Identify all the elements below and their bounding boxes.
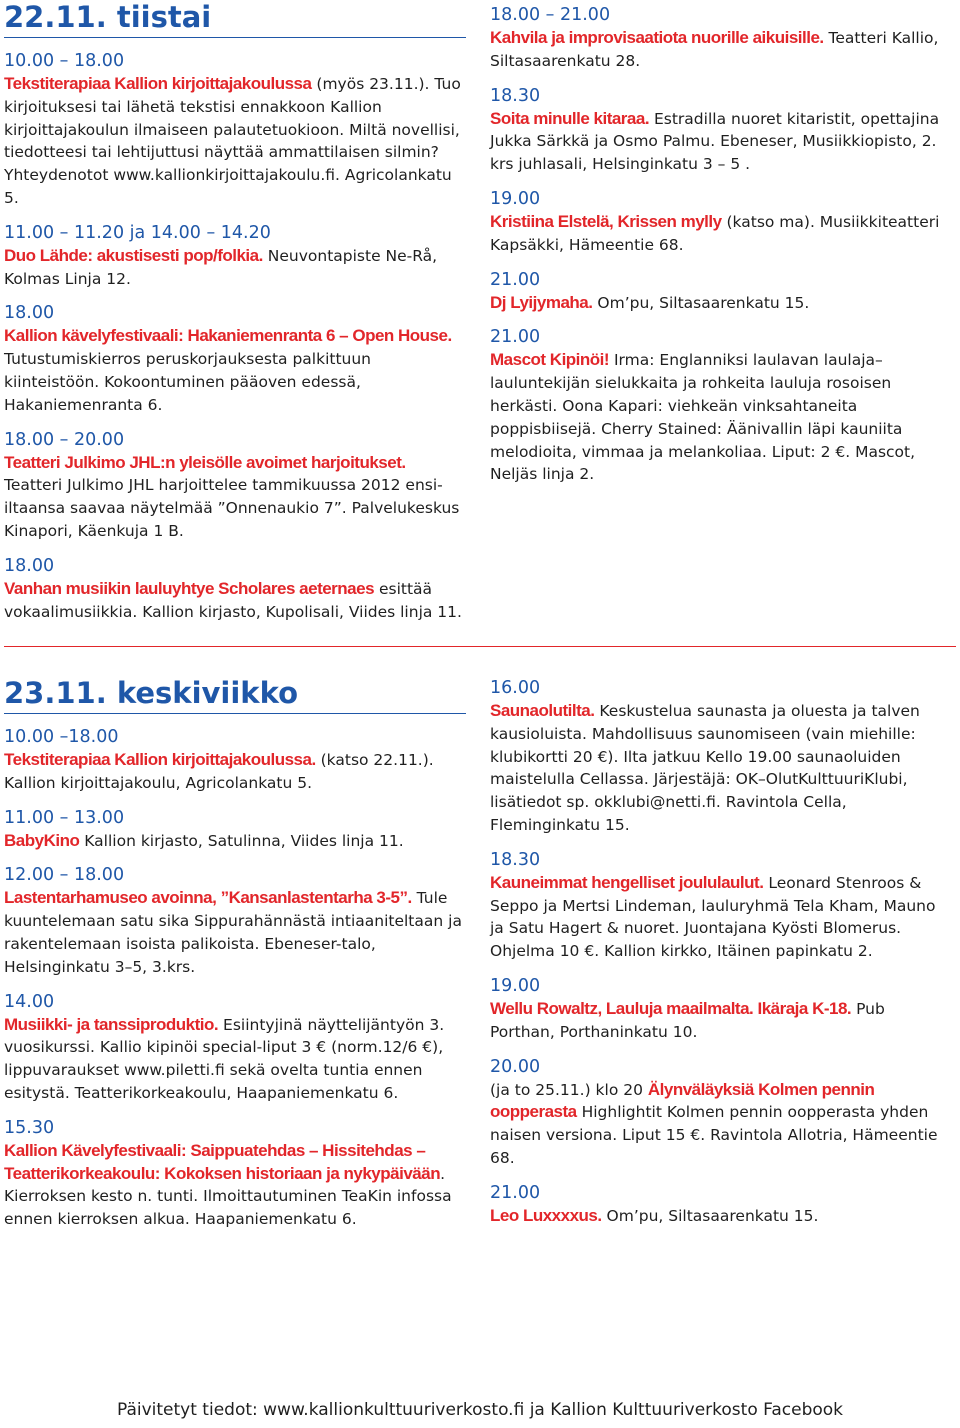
event-time: 18.30 [490, 85, 541, 106]
event-description: Om’pu, Siltasaarenkatu 15. [592, 293, 810, 312]
event-title: Kauneimmat hengelliset joululaulut. [490, 872, 764, 892]
event-description: Highlightit Kolmen pennin oopperasta yhden naisen versiona. Liput 15 €. Ravintola Allotria, Hämeentie 68. [490, 1103, 938, 1167]
event-item [490, 325, 952, 486]
event-description: Keskustelua saunasta ja oluesta ja talven kausioluista. Mahdollisuus saunomiseen (vain miehille: klubikortti 20 €). Ilta jatkuu Kello 19.00 saunaoluiden maistelulla Cellassa. Järjestäjä: OK–OlutKulttuuriKlubi, lisätiedot sp. okklubi@netti.fi. Ravintola Cella, Fleminginkatu 15. [490, 702, 920, 834]
event-title: Musiikki- ja tanssiproduktio. [4, 1014, 219, 1034]
event-time: 11.00 – 13.00 [4, 807, 125, 828]
event-time: 21.00 [490, 269, 541, 290]
event-title: Kallion kävelyfestivaali: Hakaniemenranta 6 – Open House. [4, 326, 452, 346]
event-item [490, 187, 952, 257]
event-title: Kahvila ja improvisaatiota nuorille aikuisille. [490, 28, 824, 47]
event-title: Teatteri Julkimo JHL:n yleisölle avoimet harjoitukset. [4, 452, 406, 472]
event-time: 12.00 – 18.00 [4, 865, 125, 886]
event-description: Tule kuuntelemaan satu sika Sippurahännästä intiaaniteltaan ja rakentelemaan isoista palikoista. Ebeneser-talo, Helsinginkatu 3–5, 3.krs. [4, 889, 462, 976]
event-item [4, 990, 466, 1105]
event-item [4, 725, 466, 795]
event-title: Vanhan musiikin lauluyhtye Scholares aeternaes [4, 578, 375, 598]
event-item [4, 49, 466, 210]
event-title: Mascot Kipinöi! [490, 350, 610, 370]
event-list [4, 725, 466, 1231]
event-description: Teatteri Kallio, Siltasaarenkatu 28. [490, 29, 939, 70]
event-item [490, 676, 952, 837]
event-description: Om’pu, Siltasaarenkatu 15. [601, 1206, 819, 1225]
event-description: Leonard Stenroos & Seppo ja Mertsi Lindeman, lauluryhmä Tela Kham, Mauno ja Satu Hagert & nuoret. Juontajana Kyösti Blomerus. Ohjelma 10 €. Kallion kirkko, Itäinen papinkatu 2. [490, 873, 936, 961]
event-description: . Kierroksen kesto n. tunti. Ilmoittautuminen TeaKin infossa ennen kierroksen alkua. Haapaniemenkatu 6. [4, 1164, 452, 1229]
event-item [490, 1181, 952, 1228]
event-time: 18.00 [4, 303, 55, 324]
event-item [4, 428, 466, 543]
event-title: Saunaolutilta. [490, 701, 595, 720]
event-prefix: (ja to 25.11.) klo 20 [490, 1080, 648, 1099]
event-description: Irma: Englanniksi laulavan laulaja–lauluntekijän sielukkaita ja rohkeita lauluja rosoisen herkästi. Oona Kapari: viehkeän vinksahtaneita poppisbiisejä. Cherry Stained: Äänivallin läpi kauniita melodioita, vimmaa ja melankoliaa. Liput: 2 €. Mascot, Neljäs linja 2. [490, 351, 916, 484]
event-title: Wellu Rowaltz, Lauluja maailmalta. Ikäraja K-18. [490, 998, 852, 1018]
event-title: Duo Lähde: akustisesti pop/folkia. [4, 245, 263, 265]
event-item [4, 863, 466, 978]
event-list [490, 676, 952, 1228]
event-title: Kallion Kävelyfestivaali: Saippuatehdas – Hissitehdas – Teatterikorkeakoulu: Kokoksen historiaan ja nykypäivään [4, 1140, 441, 1183]
event-time: 18.00 – 21.00 [490, 5, 611, 25]
event-item [4, 554, 466, 624]
event-time: 10.00 –18.00 [4, 727, 119, 747]
event-time: 14.00 [4, 991, 55, 1012]
event-time: 18.30 [490, 849, 541, 870]
event-item [490, 268, 952, 315]
event-item [490, 3, 952, 73]
event-time: 11.00 – 11.20 ja 14.00 – 14.20 [4, 222, 271, 243]
footer-text: Päivitetyt tiedot: www.kallionkulttuuriverkosto.fi ja Kallion Kulttuuriverkosto Facebook [116, 1400, 844, 1420]
column-left-top [4, 0, 466, 623]
day-heading-tuesday: 22.11. tiistai [4, 0, 466, 38]
event-list [490, 3, 952, 486]
event-item [490, 974, 952, 1044]
event-description: Esiintyjinä näyttelijäntyön 3. vuosikurssi. Kallio kipinöi special-liput 3 € (norm.12/6 €), lippuvaraukset www.piletti.fi sekä ovelta tuntia ennen esitystä. Teatterikorkeakoulu, Haapaniemenkatu 6. [4, 1015, 445, 1102]
event-time: 16.00 [490, 678, 541, 698]
event-item [4, 1116, 466, 1231]
event-time: 21.00 [490, 1182, 541, 1203]
event-time: 10.00 – 18.00 [4, 51, 125, 71]
event-time: 21.00 [490, 327, 541, 348]
column-left-bottom [4, 676, 466, 1231]
column-right-top [490, 0, 952, 486]
event-title: Dj Lyijymaha. [490, 292, 593, 312]
event-description: Teatteri Julkimo JHL harjoittelee tammikuussa 2012 ensi-iltaansa saavaa näytelmää ”Onnenaukio 7”. Palvelukeskus Kinapori, Käenkuja 1 B. [4, 476, 460, 540]
event-title: BabyKino [4, 830, 80, 850]
event-time: 20.00 [490, 1056, 541, 1077]
event-description: Kallion kirjasto, Satulinna, Viides linja 11. [79, 831, 404, 850]
event-title: Älynväläyksiä Kolmen pennin oopperasta [490, 1079, 875, 1122]
event-item [4, 221, 466, 291]
day-heading-wednesday: 23.11. keskiviikko [4, 676, 466, 714]
event-item [4, 806, 466, 853]
event-item [490, 1055, 952, 1170]
event-title: Tekstiterapiaa Kallion kirjoittajakoulussa. [4, 750, 316, 769]
event-description: esittää vokaalimusiikkia. Kallion kirjasto, Kupolisali, Viides linja 11. [4, 579, 462, 621]
event-time: 19.00 [490, 975, 541, 996]
event-description: (katso ma). Musiikkiteatteri Kapsäkki, Hämeentie 68. [490, 212, 940, 254]
event-time: 15.30 [4, 1117, 55, 1138]
event-item [4, 301, 466, 416]
column-right-bottom [490, 665, 952, 1228]
event-description: Pub Porthan, Porthaninkatu 10. [490, 999, 885, 1041]
event-description: (katso 22.11.). Kallion kirjoittajakoulu, Agricolankatu 5. [4, 751, 434, 792]
event-time: 19.00 [490, 188, 541, 209]
event-time: 18.00 [4, 555, 55, 576]
section-divider [4, 646, 956, 647]
event-title: Tekstiterapiaa Kallion kirjoittajakoulussa [4, 74, 312, 93]
event-time: 18.00 – 20.00 [4, 429, 125, 450]
event-item [490, 84, 952, 176]
event-title: Lastentarhamuseo avoinna, ”Kansanlastentarha 3-5”. [4, 888, 412, 908]
event-title: Kristiina Elstelä, Krissen mylly [490, 211, 722, 231]
event-list [4, 49, 466, 623]
event-description: Neuvontapiste Ne-Rå, Kolmas Linja 12. [4, 246, 438, 288]
event-title: Soita minulle kitaraa. [490, 108, 650, 128]
event-item [490, 848, 952, 963]
event-description: (myös 23.11.). Tuo kirjoituksesi tai lähetä tekstisi ennakkoon Kallion kirjoittajakoulun ilmaiseen palautetuokioon. Miltä novellisi, tiedotteesi tai lehtijuttusi näyttää ammattilaisen silmin? Yhteydenotot www.kallionkirjoittajakoulu.fi. Agricolankatu 5. [4, 75, 461, 207]
event-title: Leo Luxxxxus. [490, 1205, 602, 1225]
event-description: Tutustumiskierros peruskorjauksesta palkittuun kiinteistöön. Kokoontuminen pääoven edessä, Hakaniemenranta 6. [4, 350, 372, 414]
event-description: Estradilla nuoret kitaristit, opettajina Jukka Särkkä ja Osmo Palmu. Ebeneser, Musiikkiopisto, 2. krs juhlasali, Helsinginkatu 3 – 5 . [490, 109, 940, 174]
